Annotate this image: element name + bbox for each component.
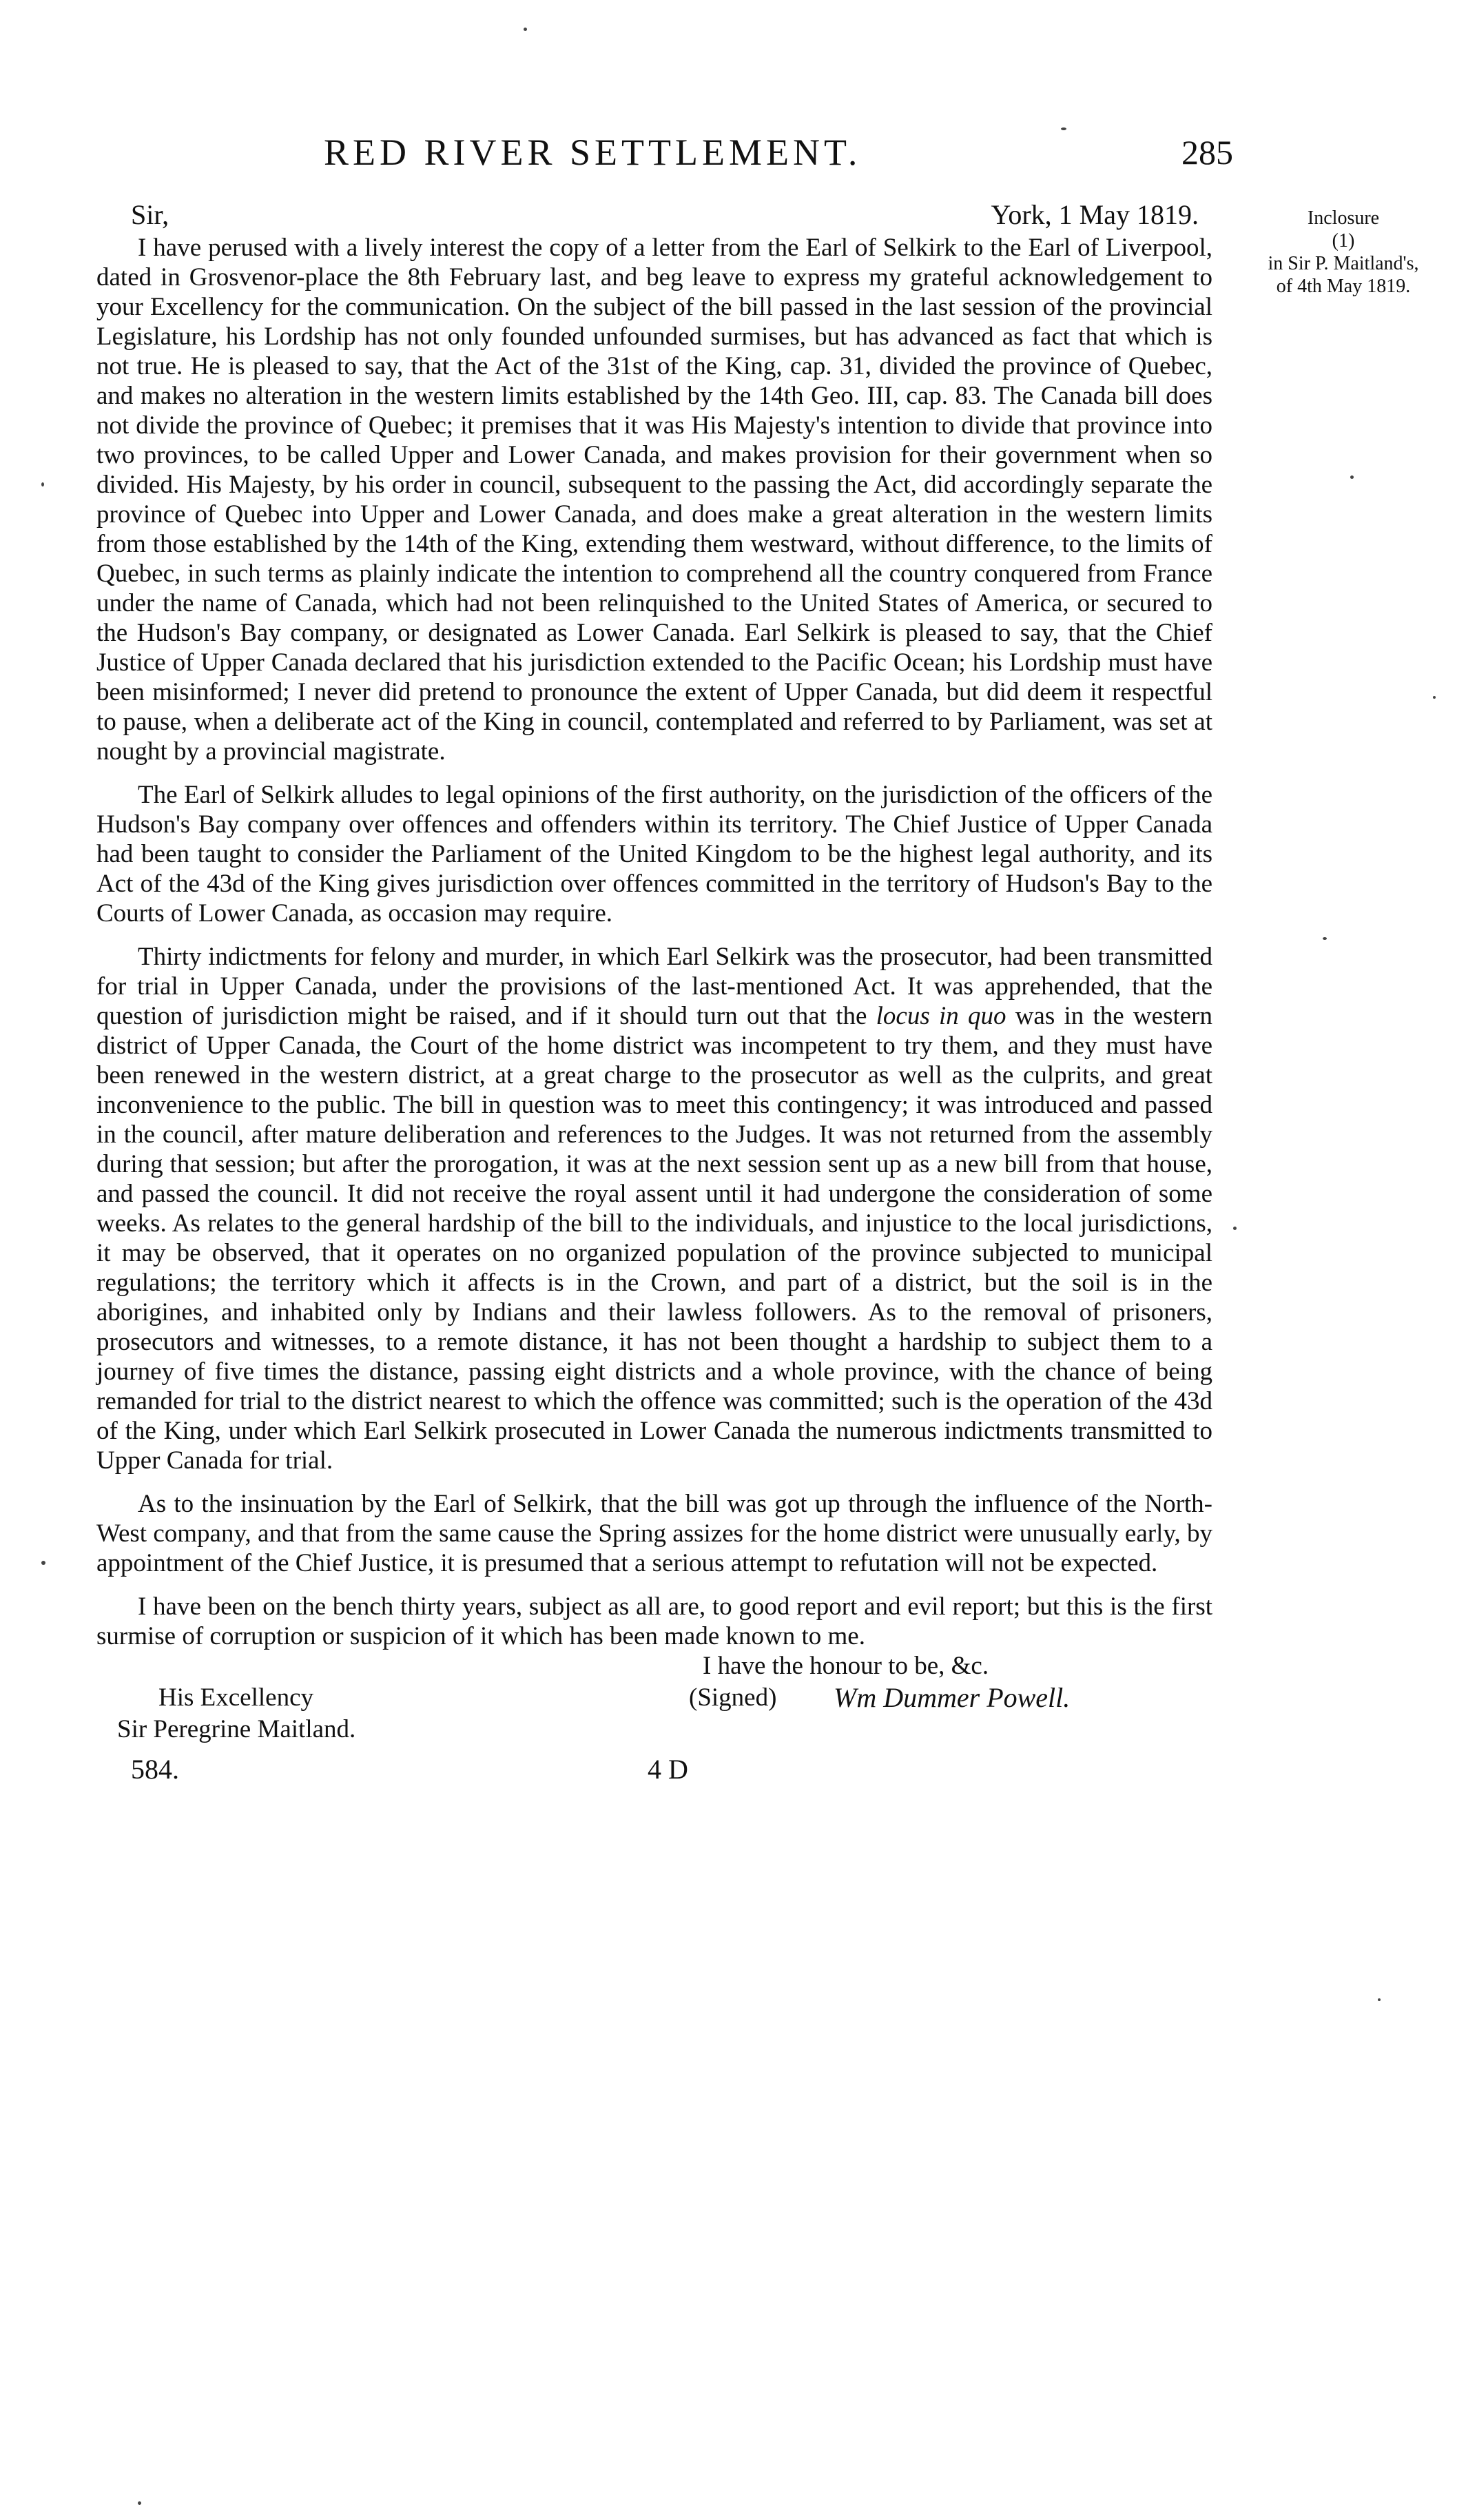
letter-body [96, 200, 1212, 1796]
signature-row [96, 1683, 1212, 1714]
closing-row [96, 1651, 1212, 1683]
margin-note-line: in Sir P. Maitland's, [1268, 253, 1419, 274]
scan-speck [1378, 1998, 1381, 2001]
running-title: RED RIVER SETTLEMENT. [324, 132, 862, 173]
paragraph-text: As to the insinuation by the Earl of Selkirk, that the bill was got up through the influence of the North-West company, and that from the same cause the Spring assizes for the home district were unusually early, by appointment of the Chief Justice, it is presumed that a serious attempt to refutation will not be expected. [96, 1490, 1212, 1577]
addressee-line: Sir Peregrine Maitland. [117, 1715, 356, 1743]
scan-speck [1233, 1227, 1237, 1230]
paragraph [96, 233, 1212, 766]
paragraph [96, 1489, 1212, 1578]
margin-note [1237, 207, 1450, 298]
page-number: 285 [1181, 133, 1233, 172]
scan-speck [138, 2501, 141, 2505]
scan-speck [41, 482, 44, 486]
addressee-row [96, 1714, 1212, 1749]
scan-speck [1323, 937, 1327, 940]
paragraph-text: The Earl of Selkirk alludes to legal opinions of the first authority, on the jurisdiction of the officers of the Hudson's Bay company over offences and offenders within its territory. The Chief Justice of Upper Canada had been taught to consider the Parliament of the United Kingdom to be the highest legal authority, and its Act of the 43d of the King gives jurisdiction over offences committed in the territory of Hudson's Bay to the Courts of Lower Canada, as occasion may require. [96, 781, 1212, 928]
signature-mark: 4 D [648, 1754, 688, 1785]
closing: I have the honour to be, &c. [703, 1652, 989, 1680]
paragraph [96, 942, 1212, 1475]
paragraph-text: Thirty indictments for felony and murder, in which Earl Selkirk was the prosecutor, had been transmitted for trial in Upper Canada, under the provisions of the last-mentioned Act. It was apprehended, that the question of jurisdiction might be raised, and if it should turn out that the [96, 943, 1212, 1030]
page-header [324, 131, 1233, 179]
place-date: York, 1 May 1819. [991, 199, 1199, 230]
margin-note-line: (1) [1332, 230, 1355, 252]
paragraph-text: was in the western district of Upper Canada, the Court of the home district was incompetent to try them, and they must have been renewed in the western district, at a great charge to the prosecutor as well as the culprits, and great inconvenience to the public. The bill in question was to meet this contingency; it was introduced and passed in the council, after mature deliberation and references to the Judges. It was not returned from the assembly during that session; but after the prorogation, it was at the next session sent up as a new bill from that house, and passed the council. It did not receive the royal assent until it had undergone the consideration of some weeks. As relates to the general hardship of the bill to the individuals, and injustice to the local jurisdictions, it may be observed, that it operates on no organized population of the province subjected to municipal regulations; the territory which it affects is in the Crown, and part of a district, but the soil is in the aborigines, and inhabited only by Indians and their lawless followers. As to the removal of prisoners, prosecutors and witnesses, to a remote distance, it has not been thought a hardship to subject them to a journey of five times the distance, passing eight districts and a whole province, with the chance of being remanded for trial to the district nearest to which the offence was committed; such is the operation of the 43d of the King, under which Earl Selkirk prosecuted in Lower Canada the numerous indictments transmitted to Upper Canada for trial. [96, 1002, 1212, 1475]
scan-speck [41, 1561, 45, 1565]
signed-label: (Signed) [689, 1683, 777, 1712]
latin-phrase: locus in quo [876, 1002, 1006, 1030]
page-footer [96, 1754, 1212, 1796]
margin-note-line: Inclosure [1307, 207, 1380, 229]
paragraph [96, 1592, 1212, 1651]
scan-speck [1433, 696, 1436, 699]
sheet-number: 584. [131, 1754, 179, 1785]
salutation-row [96, 200, 1212, 233]
scan-speck [1350, 475, 1354, 479]
paragraph-text: I have been on the bench thirty years, subject as all are, to good report and evil report; but this is the first surmise of corruption or suspicion of it which has been made known to me. [96, 1592, 1212, 1650]
scan-speck [1061, 127, 1066, 130]
paragraph-text: I have perused with a lively interest the copy of a letter from the Earl of Selkirk to the Earl of Liverpool, dated in Grosvenor-place the 8th February last, and beg leave to express my grateful acknowledgement to your Excellency for the communication. On the subject of the bill passed in the last session of the provincial Legislature, his Lordship has not only founded unfounded surmises, but has advanced as fact that which is not true. He is pleased to say, that the Act of the 31st of the King, cap. 31, divided the province of Quebec, and makes no alteration in the western limits established by the 14th Geo. III, cap. 83. The Canada bill does not divide the province of Quebec; it premises that it was His Majesty's intention to divide that province into two provinces, to be called Upper and Lower Canada, and makes provision for their government when so divided. His Majesty, by his order in council, subsequent to the passing the Act, did accordingly separate the province of Quebec into Upper and Lower Canada, and does make a great alteration in the western limits from those established by the 14th of the King, extending them westward, without difference, to the limits of Quebec, in such terms as plainly indicate the intention to comprehend all the country conquered from France under the name of Canada, which had not been relinquished to the United States of America, or secured to the Hudson's Bay company, or designated as Lower Canada. Earl Selkirk is pleased to say, that the Chief Justice of Upper Canada declared that his jurisdiction extended to the Pacific Ocean; his Lordship must have been misinformed; I never did pretend to pronounce the extent of Upper Canada, but did deem it respectful to pause, when a deliberate act of the King in council, contemplated and referred to by Parliament, was set at nought by a provincial magistrate. [96, 234, 1212, 766]
signature: Wm Dummer Powell. [834, 1682, 1071, 1713]
addressee-line: His Excellency [158, 1683, 313, 1712]
scan-speck [524, 28, 527, 31]
salutation: Sir, [131, 199, 169, 230]
margin-note-line: of 4th May 1819. [1276, 276, 1411, 297]
paragraph [96, 780, 1212, 928]
